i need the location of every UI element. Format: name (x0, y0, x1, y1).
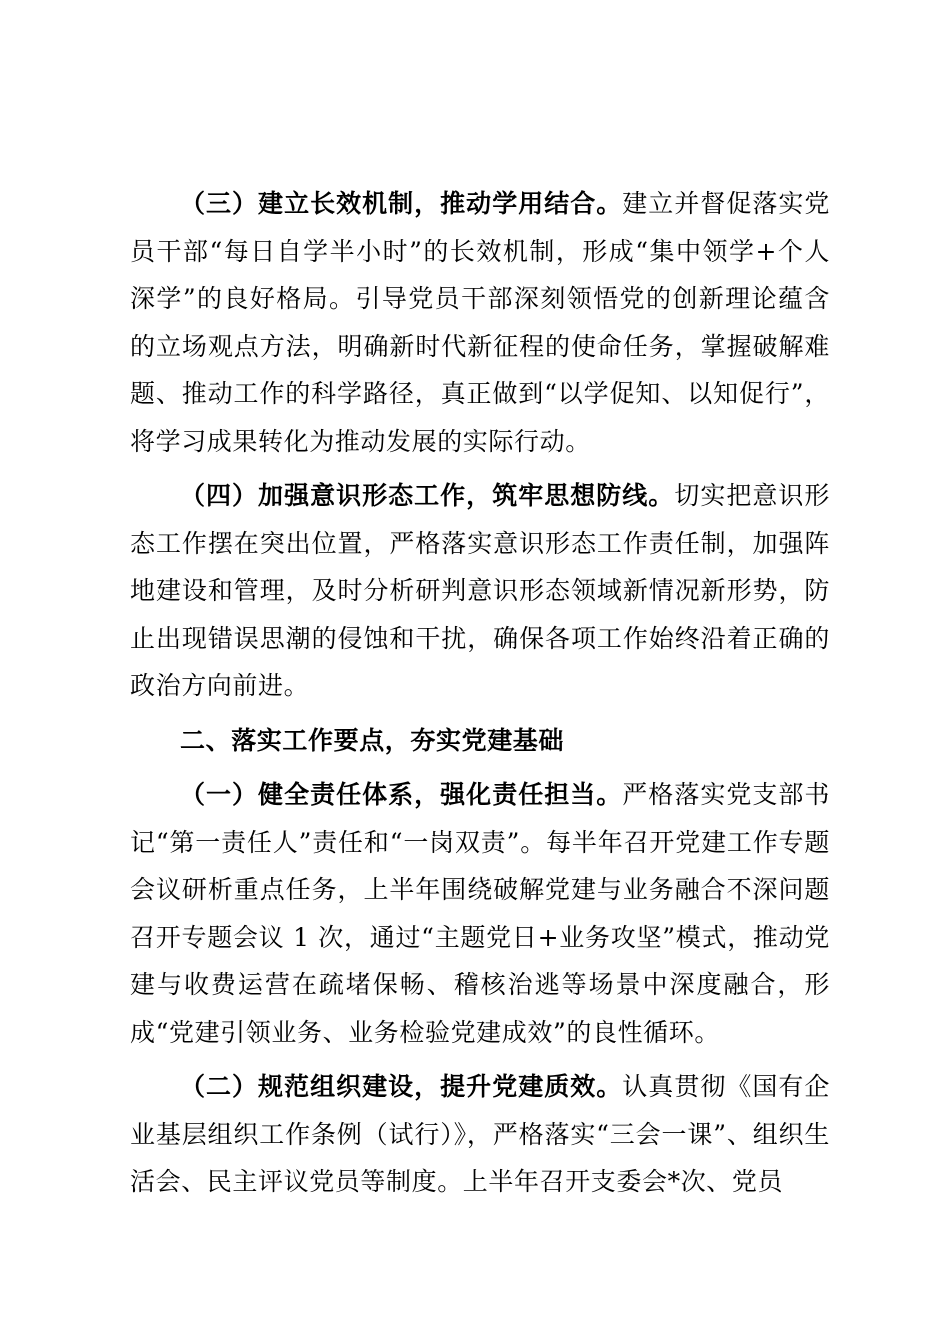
paragraph-ideology-work (130, 472, 830, 710)
paragraph-organization-building (130, 1063, 830, 1206)
paragraph-heading: （三）建立长效机制，推动学用结合。 (180, 189, 623, 218)
paragraph-text: 认真贯彻《国有企业基层组织工作条例（试行）》，严格落实“三会一课”、组织生活会、民主评议党员等制度。上半年召开支委会*次、党员 (130, 1072, 830, 1196)
paragraph-establish-mechanism (130, 180, 830, 465)
paragraph-text: 切实把意识形态工作摆在突出位置，严格落实意识形态工作责任制，加强阵地建设和管理，及时分析研判意识形态领域新情况新形势，防止出现错误思潮的侵蚀和干扰，确保各项工作始终沿着正确的政治方向前进。 (130, 481, 830, 700)
paragraph-text: 建立并督促落实党员干部“每日自学半小时”的长效机制，形成“集中领学+个人深学”的良好格局。引导党员干部深刻领悟党的创新理论蕴含的立场观点方法，明确新时代新征程的使命任务，掌握破解难题、推动工作的科学路径，真正做到“以学促知、以知促行”，将学习成果转化为推动发展的实际行动。 (130, 189, 830, 456)
paragraph-responsibility-system (130, 771, 830, 1056)
paragraph-heading: （二）规范组织建设，提升党建质效。 (180, 1072, 623, 1101)
section-title: 二、落实工作要点，夯实党建基础 (180, 725, 565, 755)
paragraph-heading: （一）健全责任体系，强化责任担当。 (180, 780, 623, 809)
paragraph-text: 严格落实党支部书记“第一责任人”责任和“一岗双责”。每半年召开党建工作专题会议研析重点任务，上半年围绕破解党建与业务融合不深问题召开专题会议 1 次，通过“主题党日+业务攻坚”模式，推动党建与收费运营在疏堵保畅、稽核治逃等场景中深度融合，形成“党建引领业务、业务检验党建成效”的良性循环。 (130, 780, 830, 1047)
paragraph-heading: （四）加强意识形态工作，筑牢思想防线。 (180, 481, 675, 510)
document-body (130, 180, 830, 1213)
